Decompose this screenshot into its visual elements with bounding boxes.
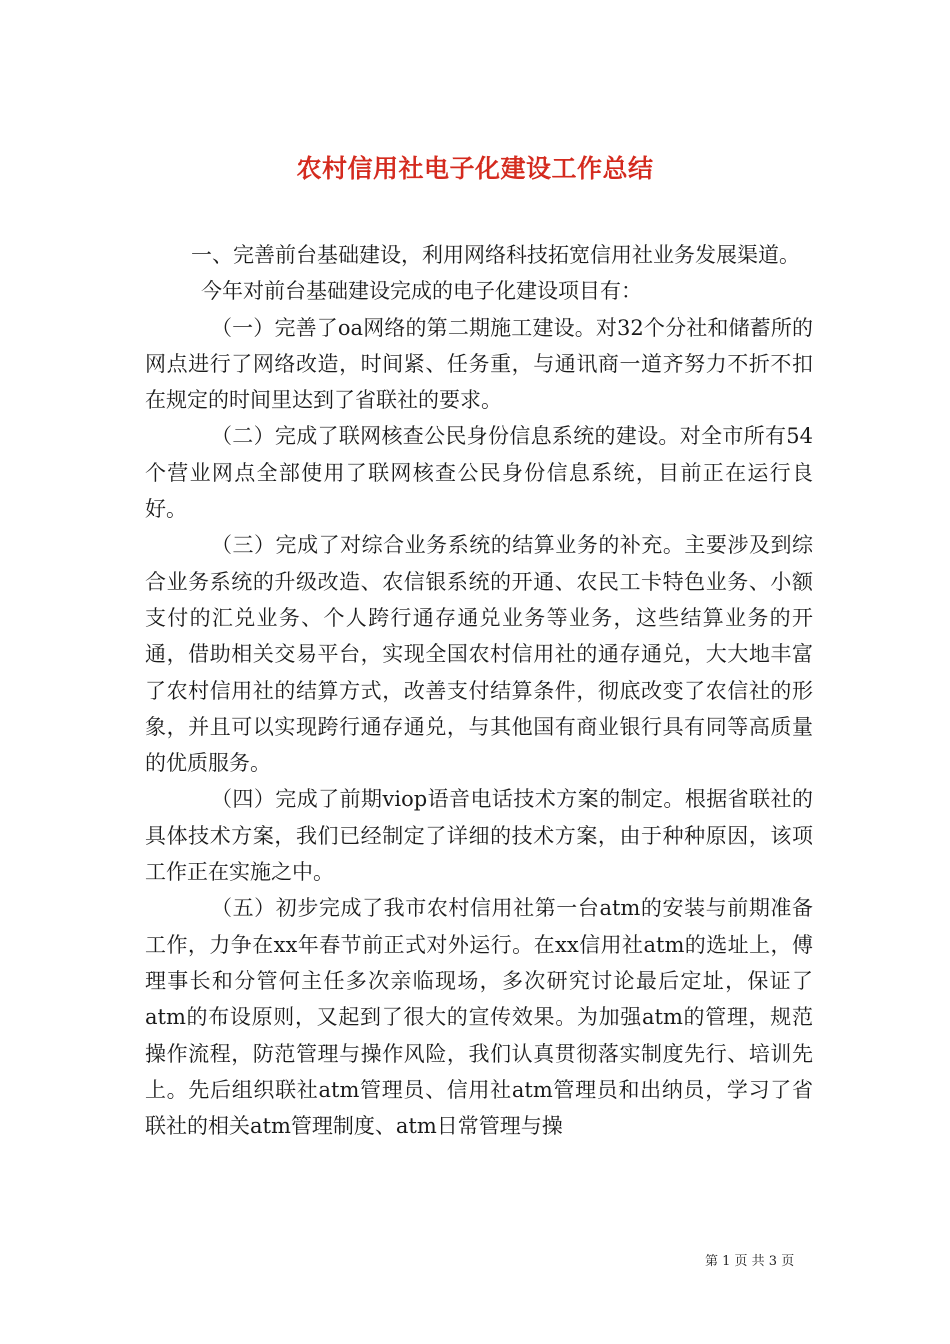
- document-title: 农村信用社电子化建设工作总结: [296, 153, 654, 183]
- item-paragraph-3: （三）完成了对综合业务系统的结算业务的补充。主要涉及到综合业务系统的升级改造、农信银系统的开通、农民工卡特色业务、小额支付的汇兑业务、个人跨行通存通兑业务等业务，这些结算业务的开通，借助相关交易平台，实现全国农村信用社的通存通兑，大大地丰富了农村信用社的结算方式，改善支付结算条件，彻底改变了农信社的形象，并且可以实现跨行通存通兑，与其他国有商业银行具有同等高质量的优质服务。: [145, 533, 813, 776]
- intro-paragraph: 今年对前台基础建设完成的电子化建设项目有：: [201, 279, 642, 304]
- item-paragraph-1: （一）完善了oa网络的第二期施工建设。对32个分社和储蓄所的网点进行了网络改造，时间紧、任务重，与通讯商一道齐努力不折不扣在规定的时间里达到了省联社的要求。: [145, 315, 813, 413]
- page-number: 第 1 页 共 3 页: [705, 1254, 795, 1269]
- item-paragraph-5: （五）初步完成了我市农村信用社第一台atm的安装与前期准备工作，力争在xx年春节前正式对外运行。在xx信用社atm的选址上，傅理事长和分管何主任多次亲临现场，多次研究讨论最后定址，保证了atm的布设原则，又起到了很大的宣传效果。为加强atm的管理，规范操作流程，防范管理与操作风险，我们认真贯彻落实制度先行、培训先上。先后组织联社atm管理员、信用社atm管理员和出纳员，学习了省联社的相关atm管理制度、atm日常管理与操: [145, 896, 813, 1139]
- document-body: [145, 237, 813, 1144]
- section-heading: 一、完善前台基础建设，利用网络科技拓宽信用社业务发展渠道。: [191, 243, 800, 267]
- item-paragraph-2: （二）完成了联网核查公民身份信息系统的建设。对全市所有54个营业网点全部使用了联网核查公民身份信息系统，目前正在运行良好。: [145, 424, 813, 522]
- item-paragraph-4: （四）完成了前期viop语音电话技术方案的制定。根据省联社的具体技术方案，我们已经制定了详细的技术方案，由于种种原因，该项工作正在实施之中。: [145, 787, 813, 885]
